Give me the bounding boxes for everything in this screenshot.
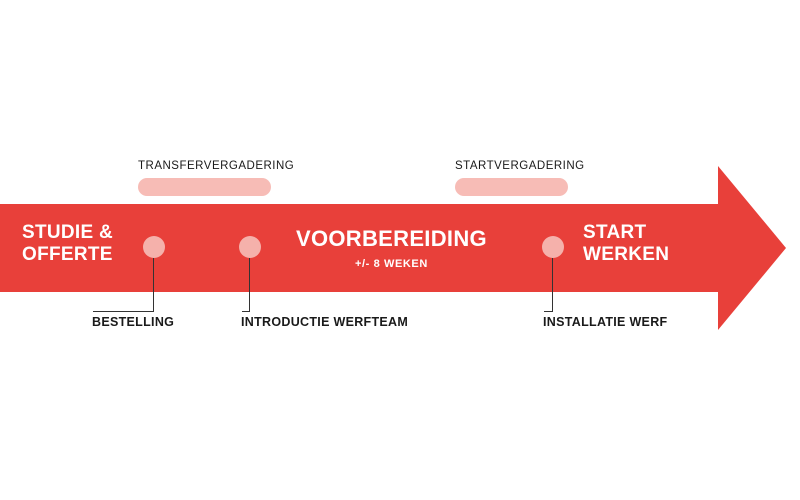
arrow-head-icon xyxy=(718,166,786,330)
phase-label-studie-line2: OFFERTE xyxy=(22,244,113,266)
phase-label-studie-offerte xyxy=(22,222,113,267)
callout-label-transfervergadering: TRANSFERVERGADERING xyxy=(138,160,295,172)
milestone-connector-introductie-werfteam xyxy=(249,258,250,312)
phase-label-voorbereiding-main: VOORBEREIDING xyxy=(296,226,487,251)
milestone-connector-introductie-werfteam-h xyxy=(242,311,250,312)
milestone-label-introductie-werfteam: INTRODUCTIE WERFTEAM xyxy=(241,315,409,329)
phase-label-studie-line1: STUDIE & xyxy=(22,222,114,243)
milestone-label-bestelling: BESTELLING xyxy=(92,315,175,329)
phase-label-voorbereiding xyxy=(296,226,487,271)
milestone-label-installatie-werf: INSTALLATIE WERF xyxy=(543,315,668,329)
phase-label-start-werken xyxy=(583,222,669,267)
milestone-connector-bestelling xyxy=(153,258,154,312)
milestone-dot-installatie-werf xyxy=(542,236,564,258)
milestone-connector-installatie-werf xyxy=(552,258,553,312)
milestone-connector-bestelling-h xyxy=(93,311,154,312)
phase-label-voorbereiding-duration: +/- 8 WEKEN xyxy=(355,257,428,270)
milestone-dot-bestelling xyxy=(143,236,165,258)
callout-pill-transfervergadering xyxy=(138,178,271,196)
milestone-connector-installatie-werf-h xyxy=(544,311,553,312)
phase-label-start-line2: WERKEN xyxy=(583,244,670,266)
milestone-dot-introductie-werfteam xyxy=(239,236,261,258)
callout-label-startvergadering: STARTVERGADERING xyxy=(455,160,585,172)
phase-label-start-line1: START xyxy=(583,222,647,243)
callout-pill-startvergadering xyxy=(455,178,568,196)
